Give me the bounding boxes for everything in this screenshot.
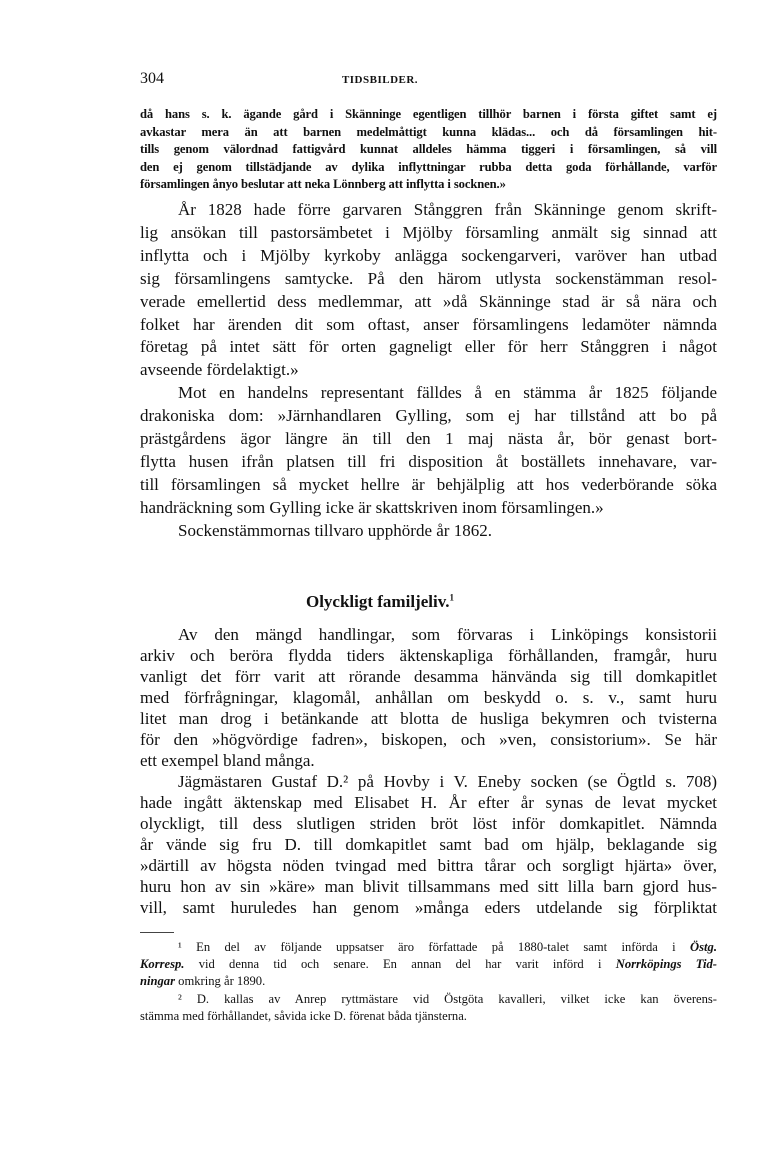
text-line: huru hon av sin »käre» man blivit tillsammans med sitt lilla barn gjord hus-	[140, 877, 717, 896]
text-line: handräckning som Gylling icke är skattskriven inom församlingen.»	[140, 497, 604, 517]
footnote-ref: 1	[449, 592, 455, 603]
text-line: flytta husen ifrån platsen till fri disposition åt boställets innehavare, var-	[140, 451, 717, 471]
text-line: sig församlingens samtycke. På den härom utlysta sockenstämman resol-	[140, 268, 717, 288]
text-line: verade emellertid dess medlemmar, att »då Skänninge stad är så nära och	[140, 291, 717, 311]
text-line: arkiv och beröra flydda tiders äktenskapliga förhållanden, framgår, huru	[140, 646, 717, 665]
text-line: företag på intet sätt för orten gagneligt eller för herr Stånggren i något	[140, 337, 717, 357]
text-line: Av den mängd handlingar, som förvaras i Linköpings konsistorii	[178, 625, 717, 644]
text-line: då hans s. k. ägande gård i Skänninge egentligen tillhör barnen i första giftet samt ej	[140, 107, 717, 121]
text-line: Mot en handelns representant fälldes å en stämma år 1825 följande	[178, 383, 717, 403]
footnote-rule	[140, 932, 174, 933]
text-line: inflytta och i Mjölby kyrkoby anlägga sockengarveri, varöver han utbad	[140, 245, 717, 265]
section-heading	[0, 592, 760, 612]
text-line: Jägmästaren Gustaf D.² på Hovby i V. Eneby socken (se Ögtld s. 708)	[178, 772, 717, 791]
text-line: ² D. kallas av Anrep ryttmästare vid Östgöta kavalleri, vilket icke kan överens-	[178, 991, 717, 1006]
text-line: År 1828 hade förre garvaren Stånggren från Skänninge genom skrift-	[178, 200, 717, 219]
running-title: TIDSBILDER.	[341, 74, 419, 86]
text-segment: vid denna tid och senare. En annan del har varit införd i	[184, 957, 616, 972]
quote-block	[140, 106, 717, 194]
section-2-text	[140, 624, 717, 918]
text-line: vill, samt huruledes han genom »många eders utdelande sig förpliktat	[140, 898, 717, 917]
section-1-text	[140, 199, 717, 543]
text-line: tills genom välordnad fattigvård kunnat alldeles hämma tiggeri i församlingen, så vill	[140, 142, 717, 157]
text-line: avkastar mera än att barnen medelmåttigt kunna klädas... och då församlingen hit-	[140, 124, 717, 139]
text-line	[140, 956, 717, 973]
text-line: vanligt det förr varit att rörande desamma hänvända sig till domkapitlet	[140, 667, 717, 686]
text-line	[140, 973, 717, 990]
text-line: med förfrågningar, klagomål, anhållan om beskydd o. s. v., samt huru	[140, 688, 717, 707]
text-line: Sockenstämmornas tillvaro upphörde år 1862.	[178, 520, 492, 540]
text-line: litet man drog i betänkande att blotta de husliga bekymren och tvisterna	[140, 709, 717, 728]
text-line: olyckligt, till dess slutligen striden bröt löst inför domkapitlet. Nämnda	[140, 814, 717, 833]
text-line: den ej genom tillstädjande av dylika inflyttningar rubba detta goda förhållande, varför	[140, 159, 717, 174]
text-line: prästgårdens ägor längre än till den 1 maj nästa år, bör genast bort-	[140, 429, 717, 449]
text-line: »därtill av högsta nöden tvingad med bittra tårar och sorgligt hjärta» över,	[140, 856, 717, 875]
italic-segment: ningar	[140, 974, 176, 989]
page-number: 304	[140, 70, 164, 87]
heading-title: Olyckligt familjeliv.	[305, 592, 450, 611]
text-line: drakoniska dom: »Järnhandlaren Gylling, som ej har tillstånd att bo på	[140, 406, 717, 426]
text-line: stämma med förhållandet, såvida icke D. förenat båda tjänsterna.	[140, 1008, 467, 1023]
text-segment: ¹ En del av följande uppsatser äro författade på 1880-talet samt införda i	[178, 940, 691, 954]
text-line: år vände sig fru D. till domkapitlet samt bad om hjälp, beklagande sig	[140, 835, 717, 854]
text-line: hade ingått äktenskap med Elisabet H. År efter år synas de levat mycket	[140, 793, 717, 812]
italic-segment: Östg.	[690, 940, 717, 954]
text-line: för den »högvördige fadren», biskopen, och »ven, consistorium». Se här	[140, 730, 717, 749]
text-line: lig ansökan till pastorsämbetet i Mjölby församling anmält sig sinnad att	[140, 222, 717, 242]
text-line	[140, 939, 717, 956]
text-line: till församlingen så mycket hellre är behjälplig att hos vederbörande söka	[140, 474, 717, 494]
text-line: ett exempel bland många.	[140, 751, 315, 770]
italic-segment: Korresp.	[140, 957, 185, 972]
text-line: församlingen ånyo beslutar att neka Lönnberg att inflytta i socknen.»	[140, 177, 506, 192]
footnotes	[140, 939, 717, 1025]
italic-segment: Norrköpings Tid-	[615, 957, 717, 972]
text-line: avseende fördelaktigt.»	[140, 360, 299, 380]
text-segment: omkring år 1890.	[175, 974, 266, 989]
text-line: folket har ärenden dit som oftast, anser församlingens ledamöter nämnda	[140, 314, 717, 334]
